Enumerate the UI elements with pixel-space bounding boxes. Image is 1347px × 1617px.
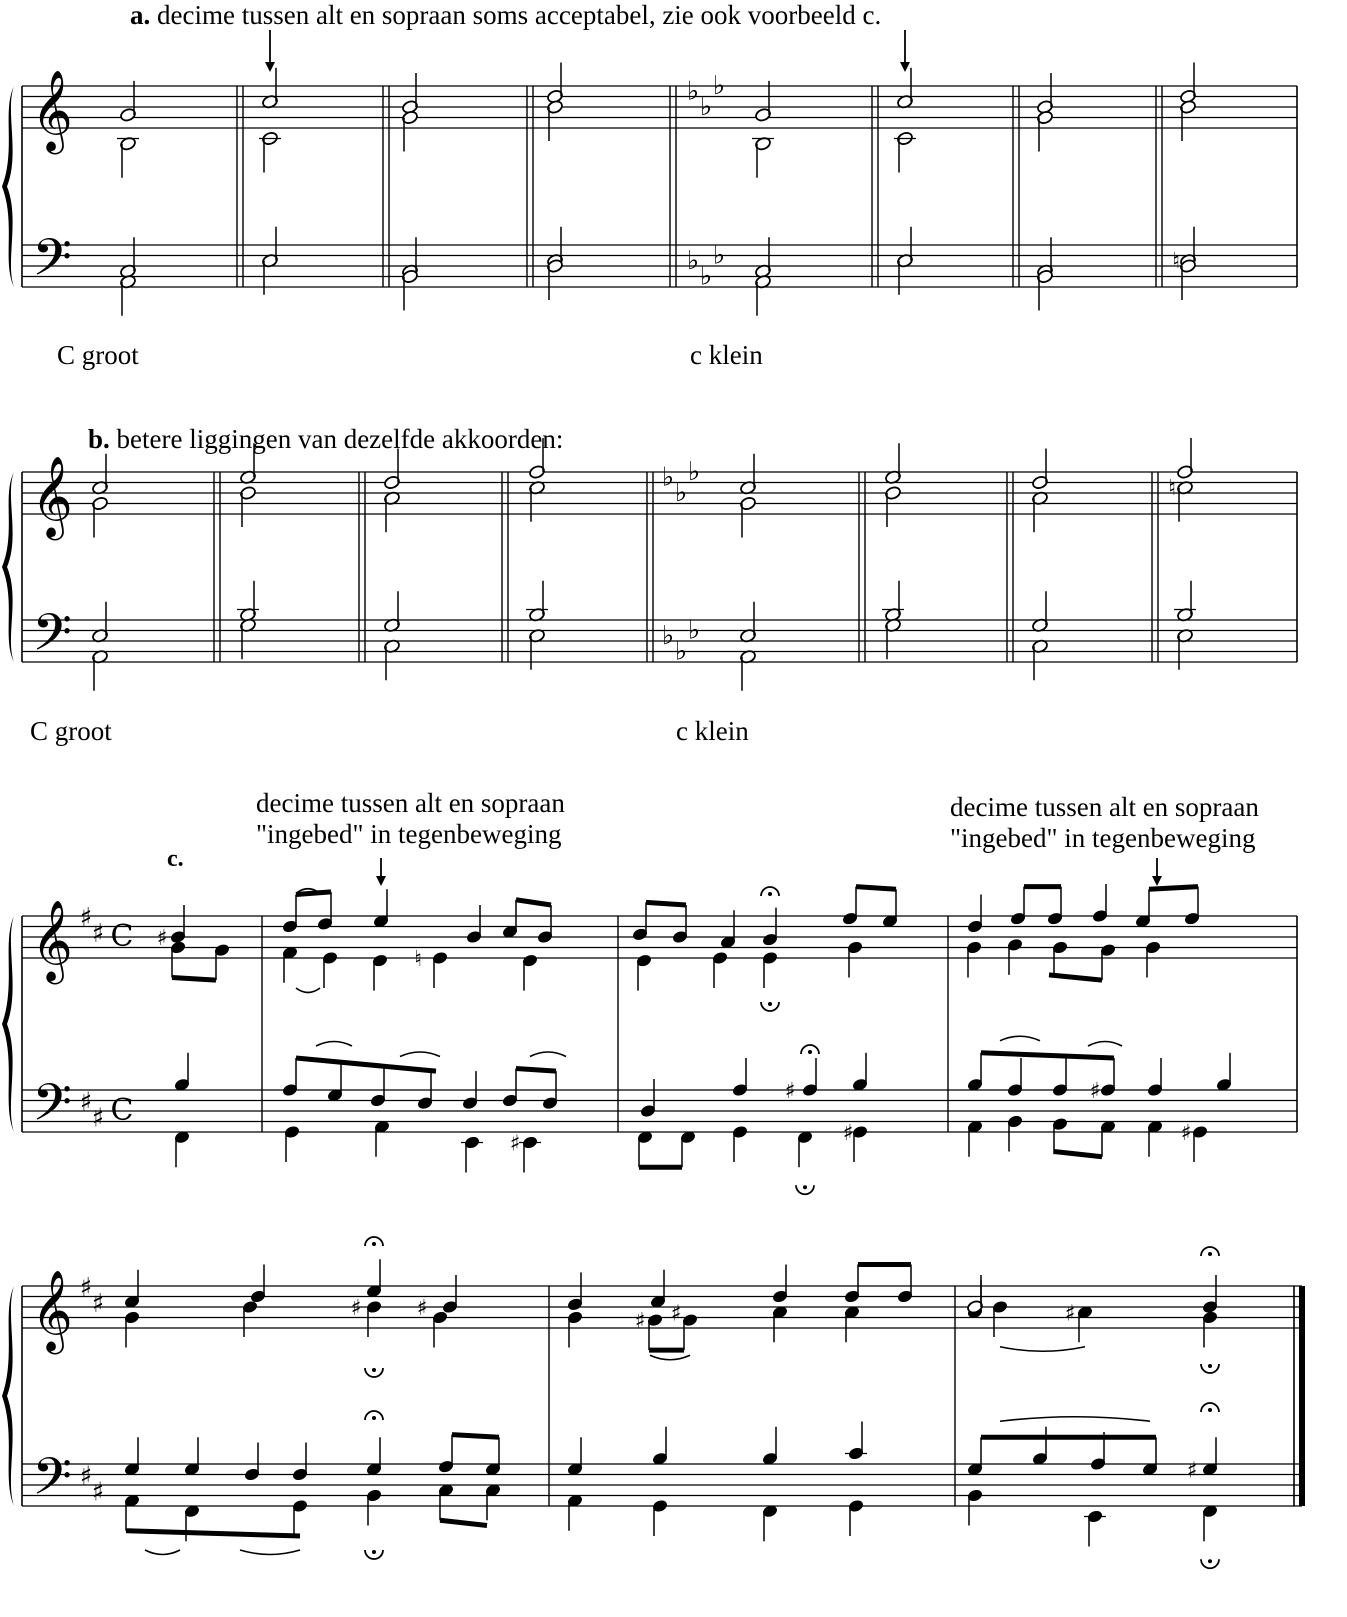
slur bbox=[1000, 1417, 1150, 1422]
sharp-icon: ♯ bbox=[350, 1296, 362, 1321]
beam bbox=[452, 1435, 499, 1438]
treble-clef-icon: 𝄞 bbox=[31, 455, 73, 537]
slur bbox=[1000, 1036, 1040, 1041]
annotation-1-line-1: decime tussen alt en sopraan bbox=[256, 788, 565, 818]
fermata-icon bbox=[803, 1185, 807, 1189]
sharp-icon: ♯ bbox=[842, 1121, 854, 1146]
fermata-icon bbox=[372, 1550, 376, 1554]
slur bbox=[316, 1042, 352, 1047]
slur bbox=[145, 1550, 180, 1555]
sharp-icon: ♯ bbox=[1186, 1458, 1198, 1484]
sharp-icon: ♯ bbox=[91, 1288, 105, 1319]
brace bbox=[2, 86, 14, 287]
bass-clef-icon: 𝄢 bbox=[32, 227, 72, 300]
time-signature: C bbox=[110, 1093, 134, 1128]
beam bbox=[981, 1053, 1114, 1058]
bass-clef-icon: 𝄢 bbox=[32, 1072, 72, 1145]
fermata-icon bbox=[1208, 1252, 1212, 1256]
arrow-down-icon bbox=[376, 876, 386, 886]
fermata-icon bbox=[808, 1050, 812, 1054]
fermata-icon bbox=[1208, 1364, 1212, 1368]
fermata-icon bbox=[1208, 1559, 1212, 1563]
arrow-down-icon bbox=[265, 62, 275, 72]
section-b-caption: betere liggingen van dezelfde akkoorden: bbox=[116, 424, 564, 454]
section-b-key-label-major: C groot bbox=[30, 716, 112, 746]
sharp-icon: ♯ bbox=[670, 1301, 682, 1327]
fermata-icon bbox=[1208, 1408, 1212, 1412]
beam bbox=[440, 1520, 487, 1525]
flat-icon: ♭ bbox=[674, 636, 688, 667]
sharp-icon: ♯ bbox=[509, 1131, 521, 1157]
flat-icon: ♭ bbox=[661, 462, 675, 493]
beam bbox=[1149, 887, 1198, 890]
natural-icon: ♮ bbox=[1172, 248, 1180, 274]
bass-clef-icon: 𝄢 bbox=[32, 602, 72, 675]
section-a-key-label-minor: c klein bbox=[690, 340, 763, 370]
slur bbox=[530, 1052, 566, 1057]
sharp-icon: ♯ bbox=[156, 926, 168, 951]
flat-icon: ♭ bbox=[687, 615, 701, 646]
beam bbox=[296, 1058, 436, 1071]
sharp-icon: ♯ bbox=[416, 1296, 428, 1321]
flat-icon: ♭ bbox=[687, 457, 701, 487]
sharp-icon: ♯ bbox=[91, 1477, 105, 1508]
section-b-key-label-minor: c klein bbox=[676, 716, 749, 746]
flat-icon: ♭ bbox=[661, 620, 675, 651]
beam bbox=[516, 900, 551, 905]
flat-icon: ♭ bbox=[712, 71, 726, 101]
beam bbox=[646, 902, 686, 905]
beam bbox=[126, 1531, 300, 1536]
beam bbox=[516, 1069, 556, 1072]
time-signature: C bbox=[110, 919, 134, 954]
beam bbox=[1049, 975, 1102, 980]
annotation-2-line-2: "ingebed" in tegenbeweging bbox=[950, 823, 1256, 854]
beam bbox=[172, 978, 216, 981]
fermata-icon bbox=[372, 1368, 376, 1372]
beam bbox=[856, 887, 896, 890]
flat-icon: ♭ bbox=[686, 76, 700, 107]
sharp-icon: ♯ bbox=[634, 1309, 646, 1335]
sharp-icon: ♯ bbox=[1180, 1121, 1192, 1146]
flat-icon: ♭ bbox=[699, 92, 713, 122]
section-b-letter: b. bbox=[88, 424, 110, 454]
section-a-caption: decime tussen alt en sopraan soms acceptabel, zie ook voorbeeld c. bbox=[157, 0, 882, 30]
treble-clef-icon: 𝄞 bbox=[31, 69, 73, 151]
slur bbox=[400, 1052, 440, 1057]
sharp-icon: ♯ bbox=[79, 903, 93, 933]
slur bbox=[1000, 1347, 1085, 1352]
sharp-icon: ♯ bbox=[79, 1273, 93, 1303]
slur bbox=[650, 1355, 690, 1360]
sharp-icon: ♯ bbox=[91, 918, 105, 949]
fermata-icon bbox=[768, 1002, 772, 1006]
sharp-icon: ♯ bbox=[1064, 1301, 1076, 1327]
slur bbox=[240, 1550, 300, 1555]
slur bbox=[1088, 1042, 1122, 1047]
sharp-icon: ♯ bbox=[79, 1087, 93, 1118]
annotation-2-line-1: decime tussen alt en sopraan bbox=[950, 792, 1259, 822]
arrow-down-icon bbox=[1152, 876, 1162, 886]
brace bbox=[2, 472, 14, 662]
flat-icon: ♭ bbox=[712, 240, 726, 271]
sharp-icon: ♯ bbox=[784, 1079, 796, 1104]
natural-icon: ♮ bbox=[414, 947, 422, 972]
section-a-key-label-major: C groot bbox=[57, 340, 139, 370]
annotation-1-line-2: "ingebed" in tegenbeweging bbox=[256, 819, 562, 850]
treble-clef-icon: 𝄞 bbox=[31, 1269, 73, 1351]
flat-icon: ♭ bbox=[674, 478, 688, 508]
beam bbox=[296, 892, 331, 895]
bass-clef-icon: 𝄢 bbox=[32, 1446, 72, 1519]
flat-icon: ♭ bbox=[699, 261, 713, 292]
brace bbox=[2, 1286, 14, 1506]
sharp-icon: ♯ bbox=[79, 1461, 93, 1492]
fermata-icon bbox=[372, 1242, 376, 1246]
fermata-icon bbox=[372, 1416, 376, 1420]
section-c-letter: c. bbox=[167, 846, 184, 872]
natural-icon: ♮ bbox=[1168, 475, 1176, 501]
sharp-icon: ♯ bbox=[91, 1103, 105, 1134]
treble-clef-icon: 𝄞 bbox=[31, 899, 73, 981]
flat-icon: ♭ bbox=[686, 245, 700, 276]
slur bbox=[296, 988, 320, 993]
sharp-icon: ♯ bbox=[1089, 1079, 1101, 1104]
fermata-icon bbox=[768, 892, 772, 896]
arrow-down-icon bbox=[900, 62, 910, 72]
brace bbox=[2, 916, 14, 1132]
section-a-letter: a. bbox=[130, 0, 151, 30]
beam bbox=[1054, 1152, 1102, 1157]
